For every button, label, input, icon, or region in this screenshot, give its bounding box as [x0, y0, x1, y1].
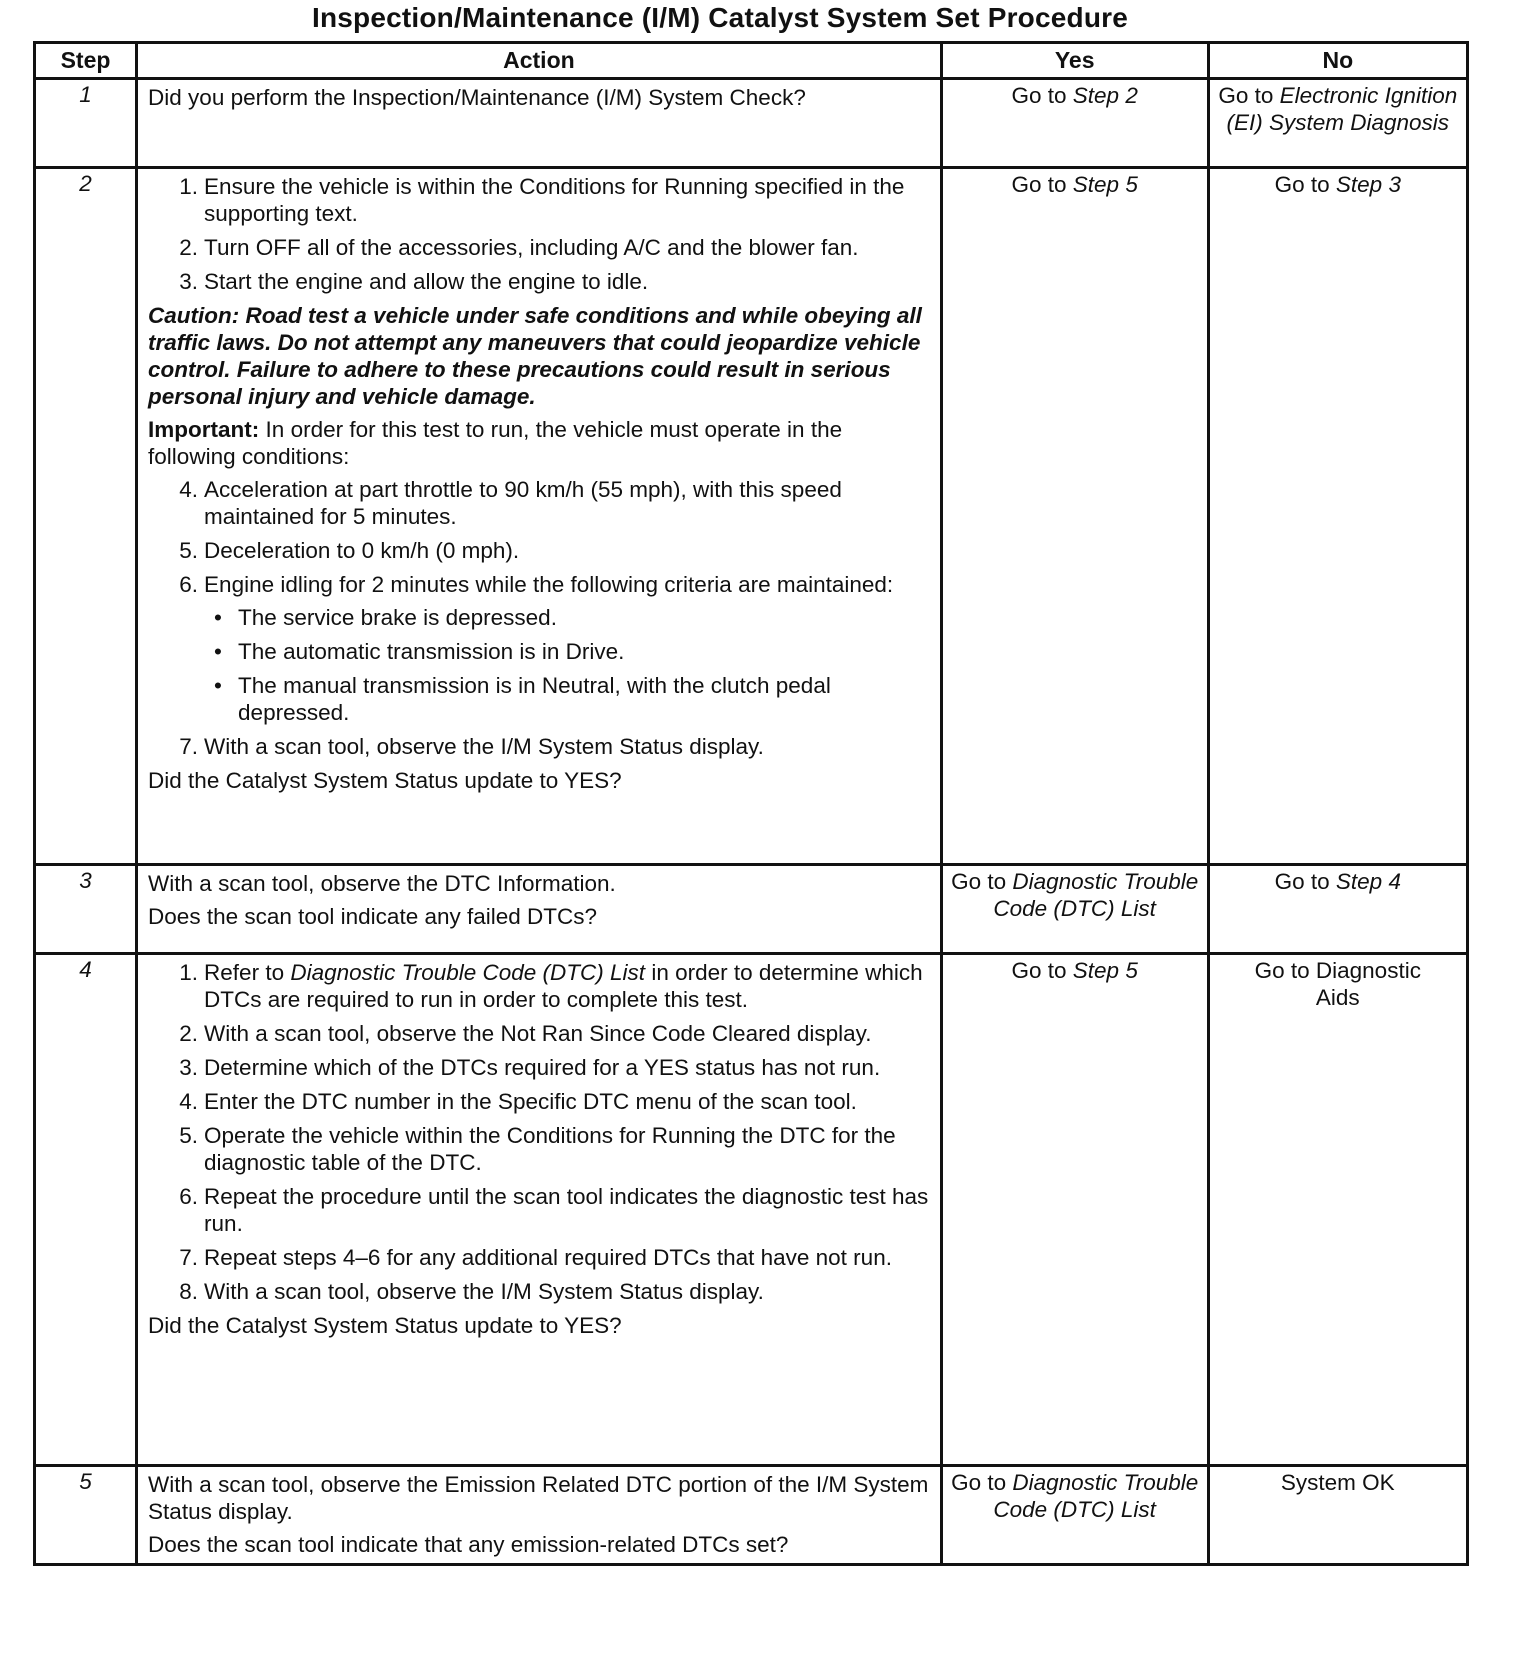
yes-cell: Go to Step 5 [941, 168, 1208, 865]
list-item: 6. Engine idling for 2 minutes while the following criteria are maintained: • The service brake is depressed. • The automatic transmission is in Drive. • The manual transmission is in Neutral, with the clutch pedal depressed. [148, 571, 930, 726]
step-number: 4 [35, 954, 137, 1466]
yes-link[interactable]: Diagnostic Trouble Code (DTC) List [993, 1470, 1199, 1522]
list-item: 7. With a scan tool, observe the I/M System Status display. [179, 734, 764, 759]
instruction-text: With a scan tool, observe the Emission Related DTC portion of the I/M System Status display. [148, 1472, 929, 1524]
list-item: 1. Ensure the vehicle is within the Conditions for Running specified in the supporting text. [179, 174, 905, 226]
list-item: 3. Start the engine and allow the engine to idle. [179, 269, 649, 294]
step-number: 5 [35, 1466, 137, 1565]
no-link[interactable]: Electronic Ignition (EI) System Diagnosis [1226, 83, 1458, 135]
procedure-table [33, 41, 1469, 1566]
no-cell [1208, 954, 1467, 1466]
no-link[interactable]: Step 4 [1335, 869, 1401, 894]
action-cell [137, 1466, 942, 1565]
table-row [35, 954, 1468, 1466]
yes-cell: Go to Diagnostic Trouble Code (DTC) List [941, 865, 1208, 954]
list-item: 2. With a scan tool, observe the Not Ran Since Code Cleared display. [179, 1021, 872, 1046]
dtc-list-link[interactable]: Diagnostic Trouble Code (DTC) List [290, 960, 646, 985]
list-item: 8. With a scan tool, observe the I/M System Status display. [179, 1279, 764, 1304]
list-item: 3. Determine which of the DTCs required for a YES status has not run. [179, 1055, 881, 1080]
table-row [35, 1466, 1468, 1565]
list-item: 5. Deceleration to 0 km/h (0 mph). [179, 538, 520, 563]
no-cell [1208, 1466, 1467, 1565]
important-note: Important: In order for this test to run, the vehicle must operate in the following conditions: [148, 417, 843, 469]
yes-cell [941, 79, 1208, 168]
action-cell [137, 865, 942, 954]
no-result: System OK [1280, 1470, 1395, 1495]
bullet-item: • The automatic transmission is in Drive. [214, 639, 625, 664]
yes-link[interactable]: Step 5 [1072, 958, 1138, 983]
question-text: Does the scan tool indicate any failed DTCs? [148, 904, 598, 929]
yes-link[interactable]: Step 2 [1072, 83, 1138, 108]
list-item: 1. Refer to Diagnostic Trouble Code (DTC) List in order to determine which DTCs are required to run in order to complete this test. [179, 960, 923, 1012]
header-yes: Yes [941, 43, 1208, 79]
no-cell [1208, 79, 1467, 168]
step-list [148, 173, 930, 295]
table-row [35, 168, 1468, 865]
action-cell [137, 954, 942, 1466]
list-item: 5. Operate the vehicle within the Conditions for Running the DTC for the diagnostic table of the DTC. [179, 1123, 896, 1175]
yes-cell: Go to Step 5 [941, 954, 1208, 1466]
table-row [35, 865, 1468, 954]
table-row [35, 79, 1468, 168]
list-item: 7. Repeat steps 4–6 for any additional required DTCs that have not run. [179, 1245, 892, 1270]
question-text: Did the Catalyst System Status update to YES? [148, 768, 622, 793]
header-no: No [1208, 43, 1467, 79]
question-text: Did you perform the Inspection/Maintenance (I/M) System Check? [148, 85, 806, 110]
list-item: 6. Repeat the procedure until the scan tool indicates the diagnostic test has run. [179, 1184, 929, 1236]
list-item: 4. Enter the DTC number in the Specific DTC menu of the scan tool. [179, 1089, 857, 1114]
instruction-text: With a scan tool, observe the DTC Information. [148, 871, 616, 896]
step-number: 2 [35, 168, 137, 865]
question-text: Did the Catalyst System Status update to YES? [148, 1313, 622, 1338]
yes-link[interactable]: Step 5 [1072, 172, 1138, 197]
yes-link[interactable]: Diagnostic Trouble Code (DTC) List [993, 869, 1199, 921]
bullet-list [204, 604, 930, 726]
caution-text: Caution: Road test a vehicle under safe conditions and while obeying all traffic laws. Do not attempt any maneuvers that could jeopardize vehicle control. Failure to adhere to these precautions could result in serious personal injury and vehicle damage. [148, 303, 922, 409]
action-cell [137, 168, 942, 865]
header-action: Action [137, 43, 942, 79]
page-title: Inspection/Maintenance (I/M) Catalyst System Set Procedure [311, 2, 1129, 33]
bullet-item: • The service brake is depressed. [214, 605, 557, 630]
no-prefix: Go to [1218, 83, 1280, 108]
list-item: 4. Acceleration at part throttle to 90 km/h (55 mph), with this speed maintained for 5 minutes. [179, 477, 842, 529]
no-cell: Go to Step 3 [1208, 168, 1467, 865]
step-number: 1 [35, 79, 137, 168]
bullet-item: • The manual transmission is in Neutral, with the clutch pedal depressed. [214, 673, 831, 725]
list-item: 2. Turn OFF all of the accessories, including A/C and the blower fan. [179, 235, 859, 260]
step-list [148, 959, 930, 1305]
header-step: Step [35, 43, 137, 79]
no-cell: Go to Step 4 [1208, 865, 1467, 954]
header-row [35, 43, 1468, 79]
step-number: 3 [35, 865, 137, 954]
step-list [148, 476, 930, 760]
yes-cell: Go to Diagnostic Trouble Code (DTC) List [941, 1466, 1208, 1565]
action-cell [137, 79, 942, 168]
yes-prefix: Go to [1011, 83, 1073, 108]
no-link[interactable]: Go to Diagnostic Aids [1254, 958, 1421, 1010]
no-link[interactable]: Step 3 [1335, 172, 1401, 197]
question-text: Does the scan tool indicate that any emission-related DTCs set? [148, 1532, 789, 1557]
